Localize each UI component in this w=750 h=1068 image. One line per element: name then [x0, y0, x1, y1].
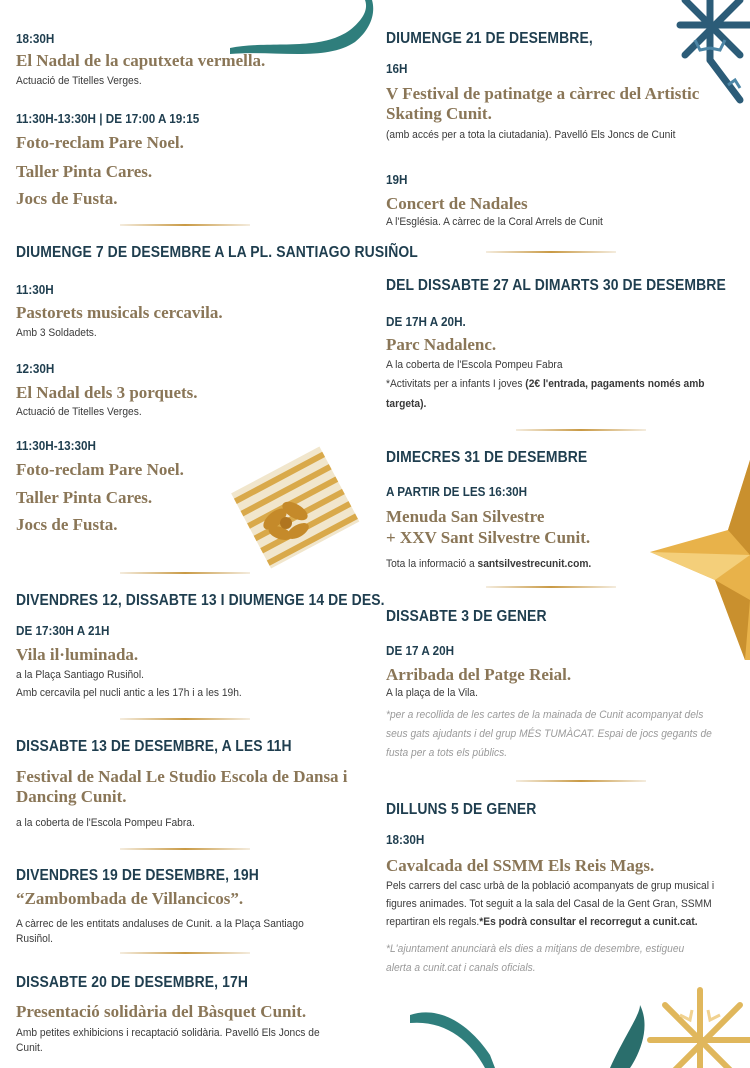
event-description: A càrrec de les entitats andaluses de Cunit. a la Plaça Santiago Rusiñol. — [16, 918, 304, 945]
gold-snowflake-icon — [620, 985, 750, 1068]
event-description: A la plaça de la Vila. — [386, 687, 478, 699]
event-title: Foto-reclam Pare Noel. — [16, 133, 184, 152]
date-heading: DIVENDRES 19 DE DESEMBRE, 19H — [16, 867, 259, 884]
website-link[interactable]: santsilvestrecunit.com. — [477, 558, 592, 570]
date-heading: DIVENDRES 12, DISSABTE 13 I DIUMENGE 14 DE DES. — [16, 592, 385, 609]
date-heading: DILLUNS 5 DE GENER — [386, 801, 537, 818]
event-title: Pastorets musicals cercavila. — [16, 303, 223, 322]
event-description: A l'Església. A càrrec de la Coral Arrels de Cunit — [386, 216, 603, 228]
event-description: Pels carrers del casc urbà de la població acompanyats de grup musical i — [386, 880, 715, 892]
event-description: (amb accés per a tota la ciutadania). Pavelló Els Joncs de Cunit — [386, 129, 676, 141]
event-description-text: *Activitats per a infants I joves — [386, 378, 526, 390]
divider — [120, 848, 250, 850]
event-time: DE 17:30H A 21H — [16, 623, 110, 638]
event-title: Parc Nadalenc. — [386, 335, 497, 354]
price-text: (2€ l'entrada, pagaments només amb — [525, 378, 705, 390]
event-description-text: Tota la informació a — [386, 558, 478, 570]
divider — [516, 780, 646, 782]
date-heading: DIMECRES 31 DE DESEMBRE — [386, 449, 588, 466]
event-title: Taller Pinta Cares. — [16, 162, 153, 181]
event-time: 11:30H — [16, 282, 54, 297]
event-title: Jocs de Fusta. — [16, 189, 118, 208]
event-note: alerta a cunit.cat i canals oficials. — [386, 962, 536, 974]
event-description: figures animades. Tot seguit a la sala del Casal de la Gent Gran, SSMM — [386, 898, 712, 910]
event-time: 16H — [386, 61, 408, 76]
star-icon — [650, 460, 750, 660]
divider — [120, 718, 250, 720]
event-time: 18:30H — [386, 832, 425, 847]
event-time: A PARTIR DE LES 16:30H — [386, 484, 528, 499]
event-description: Actuació de Titelles Verges. — [16, 75, 142, 87]
divider — [516, 429, 646, 431]
event-title: Vila il·luminada. — [16, 645, 139, 664]
event-description: Amb cercavila pel nucli antic a les 17h i a les 19h. — [16, 687, 242, 699]
event-description — [386, 915, 698, 930]
divider — [486, 251, 616, 253]
event-title: Festival de Nadal Le Studio Escola de Dansa i — [16, 767, 348, 786]
event-note: *per a recollida de les cartes de la mainada de Cunit acompanyat dels — [386, 709, 704, 721]
event-description: Amb petites exhibicions i recaptació solidària. Pavelló Els Joncs de Cunit. — [16, 1027, 320, 1054]
event-title: Foto-reclam Pare Noel. — [16, 460, 184, 479]
date-heading: DISSABTE 3 DE GENER — [386, 608, 547, 625]
event-title: Skating Cunit. — [386, 104, 492, 123]
price-text: targeta). — [386, 398, 427, 410]
event-time: 12:30H — [16, 361, 55, 376]
event-description — [386, 377, 705, 392]
event-description: Amb 3 Soldadets. — [16, 327, 97, 339]
date-heading: DISSABTE 20 DE DESEMBRE, 17H — [16, 974, 248, 991]
event-description — [386, 557, 591, 572]
event-description: Actuació de Titelles Verges. — [16, 406, 142, 418]
event-description: A la coberta de l'Escola Pompeu Fabra — [386, 359, 563, 371]
event-title: Concert de Nadales — [386, 194, 528, 213]
gift-box-icon — [220, 445, 370, 570]
date-heading: DEL DISSABTE 27 AL DIMARTS 30 DE DESEMBRE — [386, 277, 726, 294]
event-title: Dancing Cunit. — [16, 787, 127, 806]
event-title: V Festival de patinatge a càrrec del Artistic — [386, 84, 700, 103]
date-heading: DIUMENGE 7 DE DESEMBRE A LA PL. SANTIAGO RUSIÑOL — [16, 244, 418, 261]
divider — [120, 224, 250, 226]
date-heading: DISSABTE 13 DE DESEMBRE, A LES 11H — [16, 738, 292, 755]
event-note: *L'ajuntament anunciarà els dies a mitjans de desembre, estigueu — [386, 943, 685, 955]
event-time: DE 17 A 20H — [386, 643, 455, 658]
route-info: *Es podrà consultar el recorregut a cunit.cat. — [479, 916, 698, 928]
event-title: “Zambombada de Villancicos”. — [16, 889, 244, 908]
event-time: 11:30H-13:30H | DE 17:00 A 19:15 — [16, 111, 200, 126]
event-title: Arribada del Patge Reial. — [386, 665, 572, 684]
event-note: fusta per a tots els públics. — [386, 747, 508, 759]
divider — [120, 572, 250, 574]
event-title: + XXV Sant Silvestre Cunit. — [386, 528, 591, 547]
event-title: El Nadal dels 3 porquets. — [16, 383, 198, 402]
event-title: Jocs de Fusta. — [16, 515, 118, 534]
event-title: El Nadal de la caputxeta vermella. — [16, 51, 266, 70]
event-description: a la coberta de l'Escola Pompeu Fabra. — [16, 817, 195, 829]
event-title: Taller Pinta Cares. — [16, 488, 153, 507]
divider — [486, 586, 616, 588]
event-time: 19H — [386, 172, 408, 187]
event-title: Menuda San Silvestre — [386, 507, 545, 526]
event-title: Cavalcada del SSMM Els Reis Mags. — [386, 856, 655, 875]
event-title: Presentació solidària del Bàsquet Cunit. — [16, 1002, 307, 1021]
event-note: seus gats ajudants i del grup MÉS TUMÀCAT. Espai de jocs gegants de — [386, 728, 712, 740]
event-time: 18:30H — [16, 31, 55, 46]
event-description-text: repartiran els regals. — [386, 916, 480, 928]
event-description: a la Plaça Santiago Rusiñol. — [16, 669, 144, 681]
event-time: 11:30H-13:30H — [16, 438, 97, 453]
date-heading: DIUMENGE 21 DE DESEMBRE, — [386, 30, 593, 47]
divider — [120, 952, 250, 954]
event-time: DE 17H A 20H. — [386, 314, 466, 329]
